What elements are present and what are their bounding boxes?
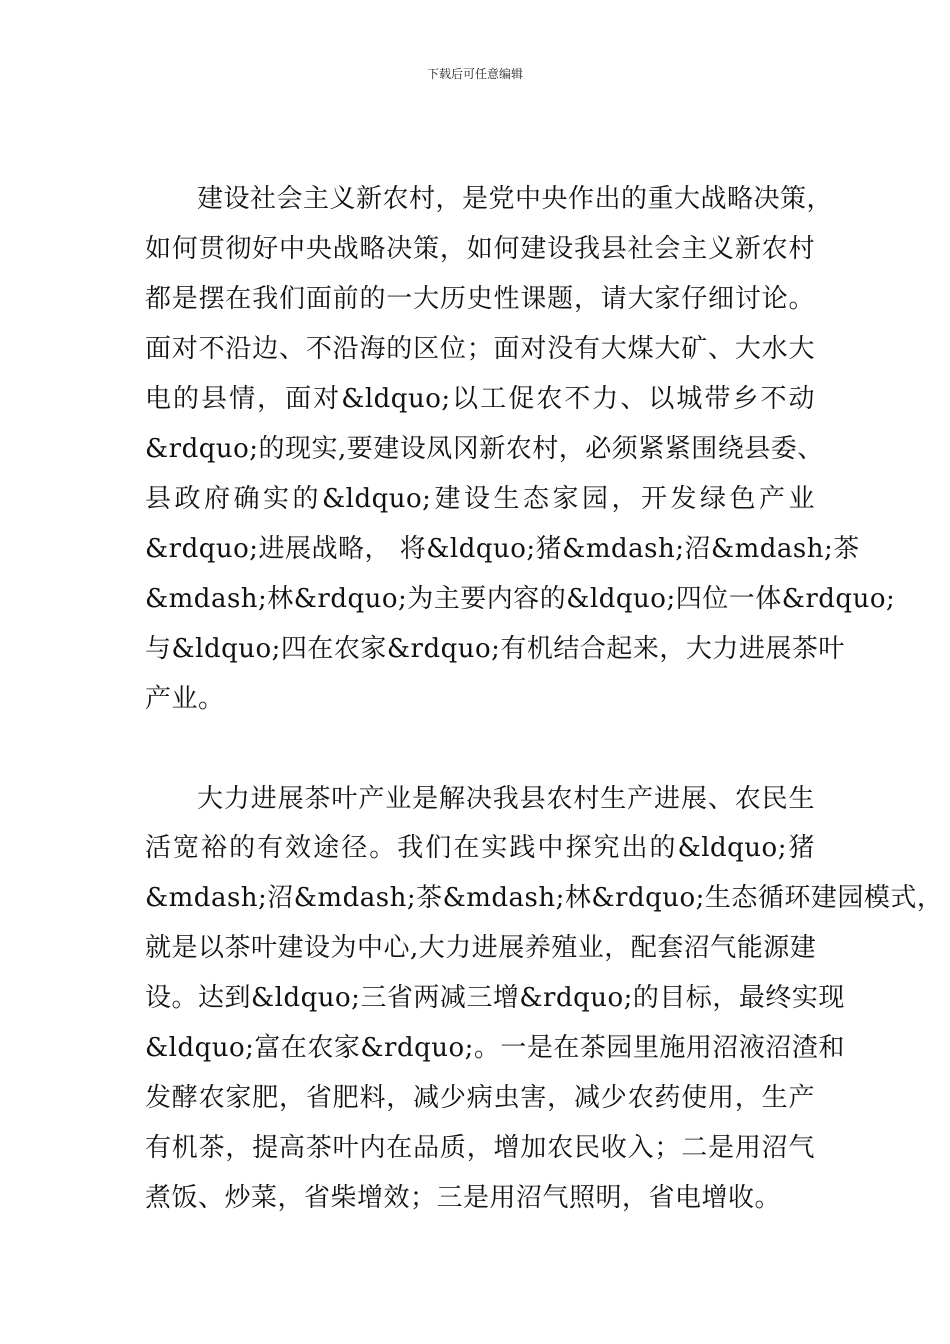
paragraph-2-line-7: 发酵农家肥，省肥料，减少病虫害，减少农药使用，生产 <box>145 1083 815 1113</box>
paragraph-1-line-9: &mdash;林&rdquo;为主要内容的&ldquo;四位一体&rdquo; <box>145 584 896 614</box>
paragraph-1-line-8: &rdquo;进展战略， 将&ldquo;猪&mdash;沼&mdash;茶 <box>145 534 860 564</box>
paragraph-1-line-1: 建设社会主义新农村，是党中央作出的重大战略决策， <box>197 184 834 214</box>
paragraph-1-line-10: 与&ldquo;四在农家&rdquo;有机结合起来，大力进展茶叶 <box>145 634 845 664</box>
paragraph-2-line-9: 煮饭、炒菜，省柴增效；三是用沼气照明，省电增收。 <box>145 1183 782 1213</box>
paragraph-1-line-11: 产业。 <box>145 684 225 714</box>
header-note: 下载后可任意编辑 <box>426 67 523 81</box>
paragraph-2-line-5: 设。达到&ldquo;三省两减三增&rdquo;的目标，最终实现 <box>145 983 845 1013</box>
paragraph-1-line-2: 如何贯彻好中央战略决策，如何建设我县社会主义新农村 <box>145 234 815 264</box>
paragraph-2-line-1: 大力进展茶叶产业是解决我县农村生产进展、农民生 <box>197 784 815 814</box>
paragraph-2-line-2: 活宽裕的有效途径。我们在实践中探究出的&ldquo;猪 <box>145 833 815 863</box>
paragraph-1-line-5: 电的县情，面对&ldquo;以工促农不力、以城带乡不动 <box>145 384 815 414</box>
paragraph-2-line-3: &mdash;沼&mdash;茶&mdash;林&rdquo;生态循环建园模式， <box>145 883 944 913</box>
paragraph-1-line-6: &rdquo;的现实,要建设凤冈新农村，必须紧紧围绕县委、 <box>145 434 824 464</box>
paragraph-2-line-4: 就是以茶叶建设为中心,大力进展养殖业，配套沼气能源建 <box>145 933 817 963</box>
paragraph-2-line-8: 有机茶，提高茶叶内在品质，增加农民收入；二是用沼气 <box>145 1133 815 1163</box>
paragraph-1-line-7: 县政府确实的&ldquo;建设生态家园，开发绿色产业 <box>145 484 815 514</box>
paragraph-1-line-3: 都是摆在我们面前的一大历史性课题，请大家仔细讨论。 <box>145 284 815 314</box>
paragraph-2-line-6: &ldquo;富在农家&rdquo;。一是在茶园里施用沼液沼渣和 <box>145 1033 845 1063</box>
paragraph-1-line-4: 面对不沿边、不沿海的区位；面对没有大煤大矿、大水大 <box>145 334 815 364</box>
